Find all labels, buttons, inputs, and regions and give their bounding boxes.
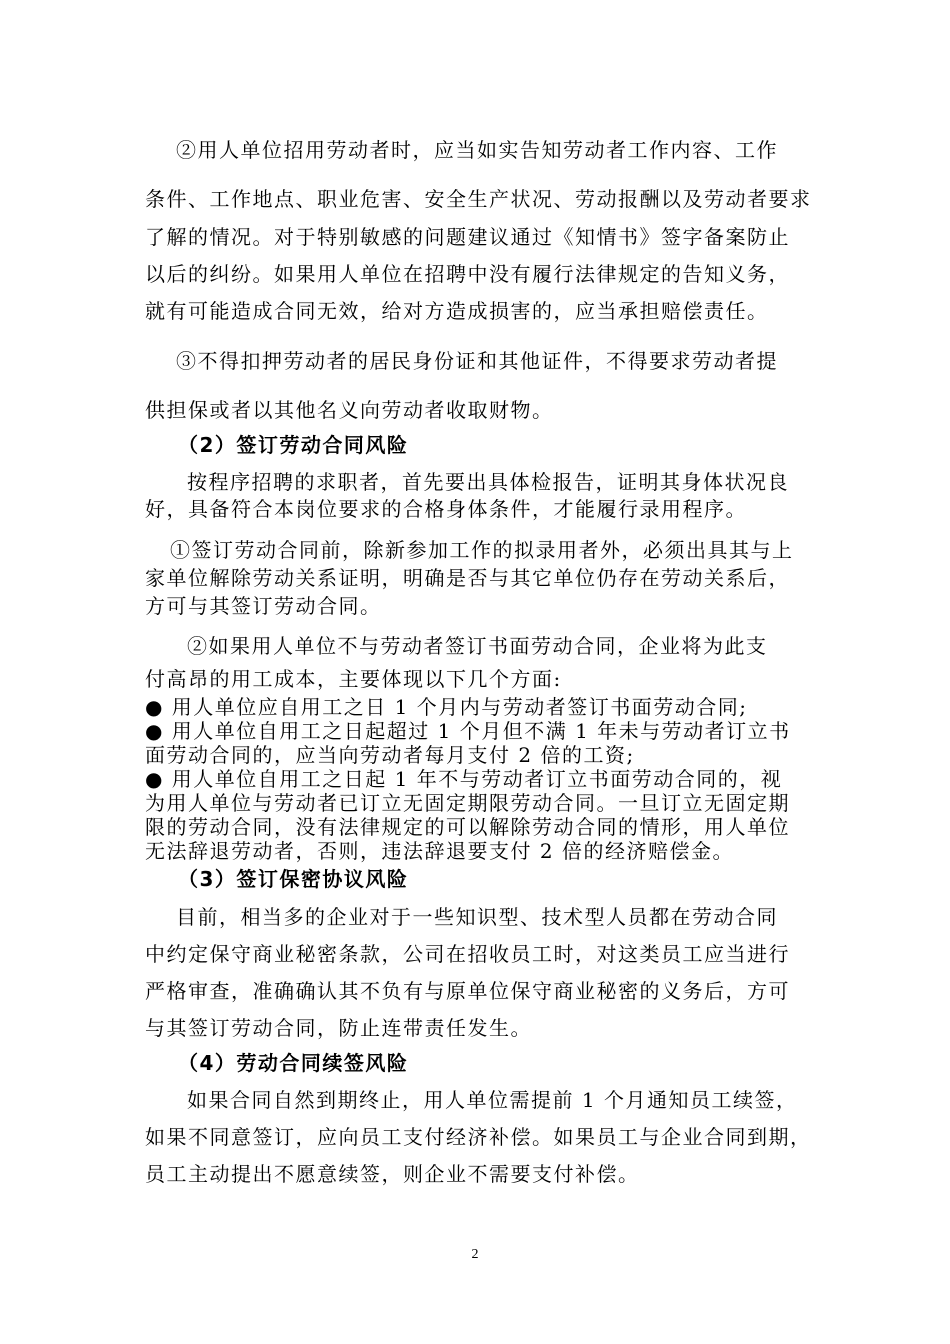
page-number: 2 [471,1247,479,1262]
text-line: 供担保或者以其他名义向劳动者收取财物。 [145,398,554,422]
text-line: 与其签订劳动合同，防止连带责任发生。 [145,1016,532,1040]
bullet-item: ● 用人单位自用工之日起超过 1 个月但不满 1 年未与劳动者订立书 [145,719,791,743]
text-line: 家单位解除劳动关系证明，明确是否与其它单位仍存在劳动关系后， [145,566,790,590]
text-line: 以后的纠纷。如果用人单位在招聘中没有履行法律规定的告知义务， [145,262,790,286]
text-line: 限的劳动合同，没有法律规定的可以解除劳动合同的情形，用人单位 [145,815,790,839]
text-line: 条件、工作地点、职业危害、安全生产状况、劳动报酬以及劳动者要求 [145,187,812,211]
bullet-item: ● 用人单位自用工之日起 1 年不与劳动者订立书面劳动合同的，视 [145,767,783,791]
bullet-item: ● 用人单位应自用工之日 1 个月内与劳动者签订书面劳动合同; [145,695,748,719]
text-line: 为用人单位与劳动者已订立无固定期限劳动合同。一旦订立无固定期 [145,791,790,815]
text-line: ②用人单位招用劳动者时，应当如实告知劳动者工作内容、工作 [176,138,778,162]
text-line: 无法辞退劳动者，否则，违法辞退要支付 2 倍的经济赔偿金。 [145,839,734,863]
text-line: 好，具备符合本岗位要求的合格身体条件，才能履行录用程序。 [145,497,747,521]
text-line: 目前，相当多的企业对于一些知识型、技术型人员都在劳动合同 [176,905,778,929]
text-line: 就有可能造成合同无效，给对方造成损害的，应当承担赔偿责任。 [145,299,769,323]
text-line: 付高昂的用工成本，主要体现以下几个方面: [145,667,562,691]
text-line: ①签订劳动合同前，除新参加工作的拟录用者外，必须出具其与上 [170,538,794,562]
text-line: 按程序招聘的求职者，首先要出具体检报告，证明其身体状况良 [187,470,789,494]
text-line: 如果合同自然到期终止，用人单位需提前 1 个月通知员工续签， [187,1088,798,1112]
text-line: 方可与其签订劳动合同。 [145,594,382,618]
section-heading: （3）签订保密协议风险 [178,867,409,891]
text-line: 员工主动提出不愿意续签，则企业不需要支付补偿。 [145,1162,640,1186]
section-heading: （2）签订劳动合同风险 [178,433,409,457]
text-line: 中约定保守商业秘密条款，公司在招收员工时，对这类员工应当进行 [145,942,790,966]
text-line: 如果不同意签订，应向员工支付经济补偿。如果员工与企业合同到期， [145,1125,812,1149]
text-line: ③不得扣押劳动者的居民身份证和其他证件，不得要求劳动者提 [176,349,778,373]
text-line: 严格审查，准确确认其不负有与原单位保守商业秘密的义务后，方可 [145,979,790,1003]
text-line: 了解的情况。对于特别敏感的问题建议通过《知情书》签字备案防止 [145,225,790,249]
text-line: ②如果用人单位不与劳动者签订书面劳动合同，企业将为此支 [187,634,768,658]
section-heading: （4）劳动合同续签风险 [178,1051,409,1075]
text-line: 面劳动合同的，应当向劳动者每月支付 2 倍的工资; [145,743,635,767]
